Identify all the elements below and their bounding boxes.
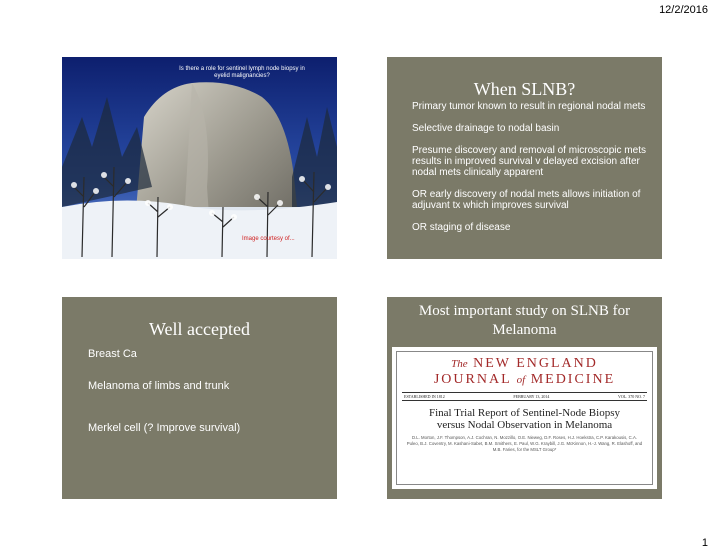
list-item: Merkel cell (? Improve survival) bbox=[88, 422, 241, 434]
slide-most-important-study bbox=[387, 297, 662, 499]
article-title-line2: versus Nodal Observation in Melanoma bbox=[436, 419, 613, 431]
journal-date: FEBRUARY 13, 2014 bbox=[513, 394, 550, 399]
page-number: 1 bbox=[701, 537, 708, 549]
slide-title: Well accepted bbox=[149, 319, 250, 339]
bullet-list bbox=[88, 348, 240, 454]
slide-photo bbox=[62, 57, 337, 259]
clipping-frame bbox=[396, 351, 653, 485]
slide-well-accepted bbox=[62, 297, 337, 499]
page-date: 12/2/2016 bbox=[659, 4, 708, 16]
article-authors: D.L. Morton, J.F. Thompson, A.J. Cochran, N. Mozzillo, O.E. Nieweg, D.F. Roses, H.J. Hoekstra, C.P. Karakousis, C.A. Puleo, B.J. Coventry, M. Kashani-Sabet, B.M. Smithers, E. Paul, W.G. Kraybill, J.G. McKinnon, H.-J. Wang, R. Elashoff, and M.B. Faries, for the MSLT Group* bbox=[406, 435, 643, 452]
slide-when-slnb bbox=[387, 57, 662, 259]
journal-the: The bbox=[451, 358, 468, 370]
list-item: Presume discovery and removal of microscopic mets results in improved survival v delayed excision after nodal mets clinically apparent bbox=[412, 145, 646, 178]
winter-cliff-image bbox=[62, 57, 337, 259]
journal-clipping bbox=[392, 347, 657, 489]
journal-established: ESTABLISHED IN 1812 bbox=[404, 394, 445, 399]
journal-volume: VOL. 370 NO. 7 bbox=[617, 394, 645, 399]
list-item: Selective drainage to nodal basin bbox=[412, 123, 560, 134]
list-item: OR early discovery of nodal mets allows initiation of adjuvant tx which improves survival bbox=[412, 189, 641, 211]
journal-medicine: MEDICINE bbox=[530, 372, 616, 387]
list-item: Breast Ca bbox=[88, 348, 137, 360]
list-item: OR staging of disease bbox=[412, 222, 511, 233]
journal-new-england: NEW ENGLAND bbox=[473, 356, 598, 371]
list-item: Melanoma of limbs and trunk bbox=[88, 380, 230, 392]
list-item: Primary tumor known to result in regional nodal mets bbox=[412, 101, 646, 112]
bullet-list bbox=[412, 101, 648, 244]
journal-of: of bbox=[516, 374, 526, 386]
image-credit: Image courtesy of... bbox=[242, 236, 295, 242]
journal-word: JOURNAL bbox=[433, 372, 512, 387]
article-title-line1: Final Trial Report of Sentinel-Node Biopsy bbox=[429, 407, 620, 419]
slide-caption: Is there a role for sentinel lymph node biopsy in eyelid malignancies? bbox=[179, 66, 305, 79]
slide-title: Most important study on SLNB for Melanoma bbox=[418, 303, 631, 338]
slide-title: When SLNB? bbox=[473, 79, 576, 99]
